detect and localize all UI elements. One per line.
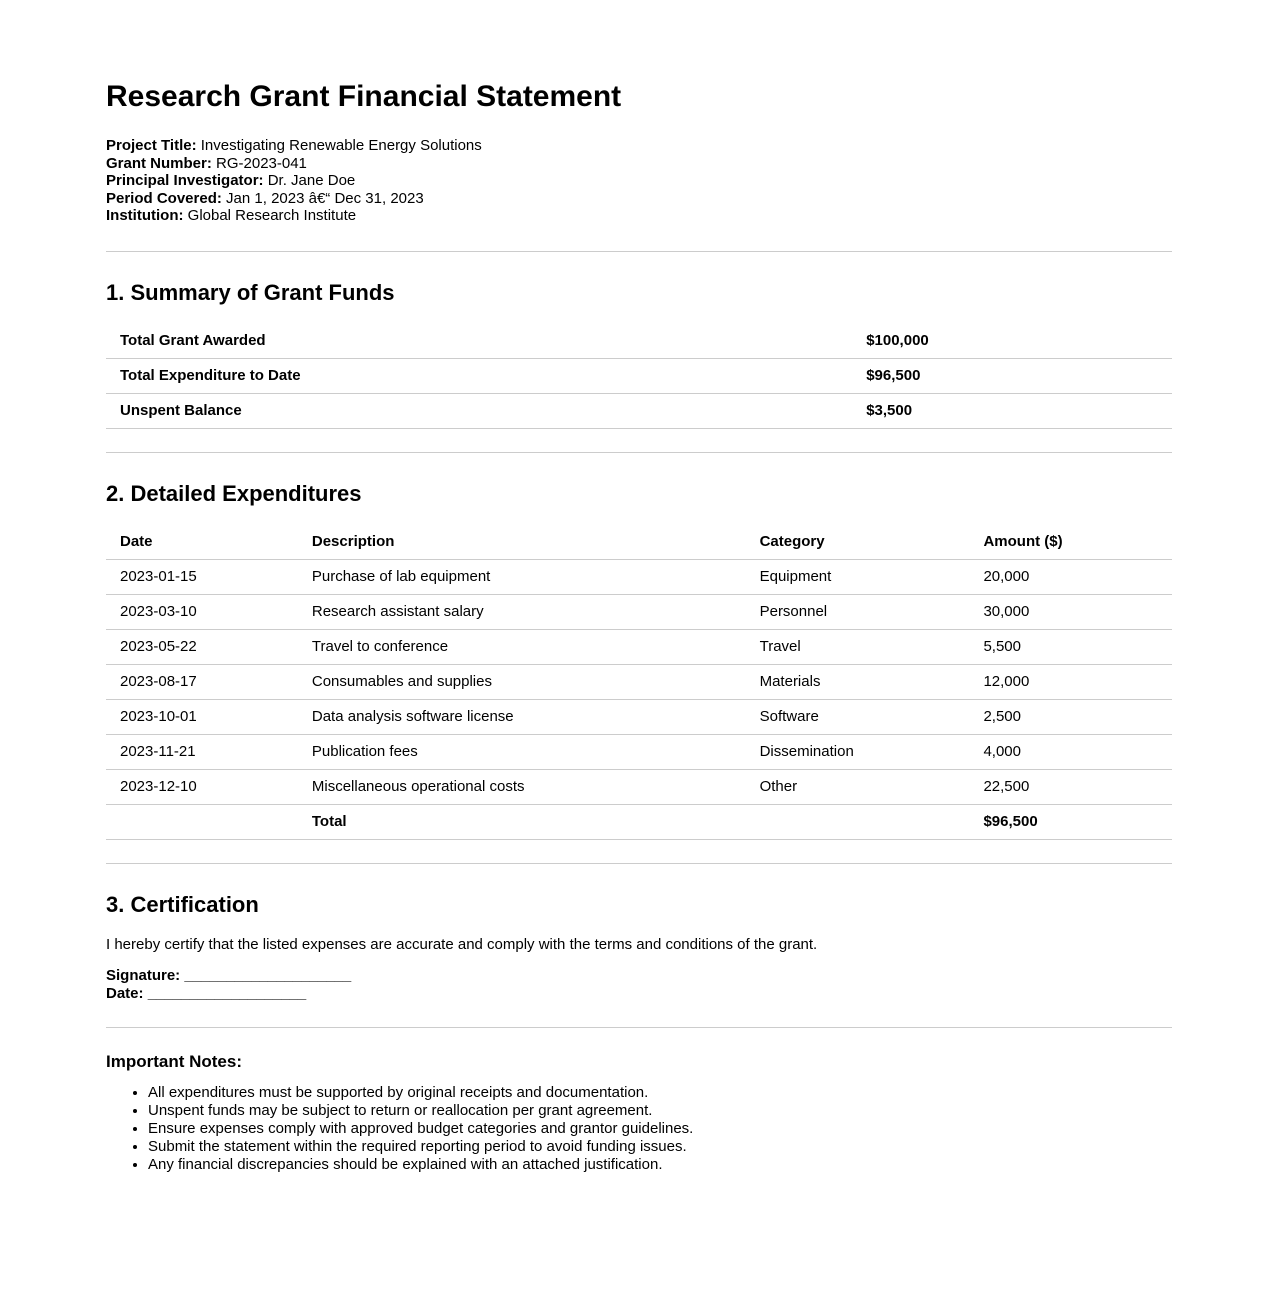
column-header-category: Category [746, 525, 970, 560]
cell-amount: 30,000 [969, 594, 1172, 629]
expenditure-row [106, 699, 1172, 734]
cell-amount: 20,000 [969, 559, 1172, 594]
section-heading-summary: 1. Summary of Grant Funds [106, 279, 395, 305]
page-title: Research Grant Financial Statement [106, 80, 622, 113]
note-item: • Ensure expenses comply with approved budget categories and grantor guidelines. [148, 1120, 1172, 1138]
certification-statement: I hereby certify that the listed expenses are accurate and comply with the terms and conditions of the grant. [106, 935, 818, 953]
cell-date: 2023-05-22 [106, 629, 298, 664]
summary-table [106, 324, 1172, 429]
total-label: Total [298, 804, 746, 839]
date-label: Date: [106, 984, 144, 1002]
meta-label: Institution: [106, 207, 184, 224]
meta-label: Project Title: [106, 137, 197, 154]
meta-line-institution [106, 207, 1172, 225]
cell-date: 2023-01-15 [106, 559, 298, 594]
section-heading-certification: 3. Certification [106, 891, 259, 917]
cell-description: Travel to conference [298, 629, 746, 664]
summary-label: Total Expenditure to Date [106, 358, 852, 393]
cell-description: Miscellaneous operational costs [298, 769, 746, 804]
summary-value: $3,500 [852, 393, 1172, 428]
note-item: • Submit the statement within the required reporting period to avoid funding issues. [148, 1138, 1172, 1156]
summary-row [106, 393, 1172, 428]
summary-label: Total Grant Awarded [106, 324, 852, 359]
meta-label: Period Covered: [106, 189, 222, 207]
date-blank: ___________________ [147, 984, 307, 1002]
date-line [106, 985, 1172, 1003]
signature-label: Signature: [106, 967, 181, 984]
divider [106, 251, 1172, 252]
cell-category: Other [746, 769, 970, 804]
column-header-amount: Amount ($) [969, 525, 1172, 560]
cell-amount: 5,500 [969, 629, 1172, 664]
total-value: $96,500 [969, 804, 1172, 839]
note-item: • All expenditures must be supported by original receipts and documentation. [148, 1084, 1172, 1102]
cell-description: Purchase of lab equipment [298, 559, 746, 594]
cell-amount: 4,000 [969, 734, 1172, 769]
meta-line-project-title [106, 137, 1172, 155]
signature-line [106, 967, 1172, 985]
summary-label: Unspent Balance [106, 393, 852, 428]
cell-category: Travel [746, 629, 970, 664]
cell-category: Personnel [746, 594, 970, 629]
summary-value: $100,000 [852, 324, 1172, 359]
note-item: • Any financial discrepancies should be explained with an attached justification. [148, 1156, 1172, 1174]
document-meta [106, 137, 1172, 225]
cell-empty [746, 804, 970, 839]
expenditures-header-row [106, 525, 1172, 560]
cell-description: Consumables and supplies [298, 664, 746, 699]
signature-blank: ____________________ [184, 967, 352, 984]
cell-date: 2023-03-10 [106, 594, 298, 629]
cell-description: Data analysis software license [298, 699, 746, 734]
divider [106, 452, 1172, 453]
signature-block [106, 967, 1172, 1002]
expenditure-row [106, 559, 1172, 594]
summary-row [106, 358, 1172, 393]
cell-date: 2023-10-01 [106, 699, 298, 734]
expenditure-row [106, 594, 1172, 629]
meta-label: Principal Investigator: [106, 172, 264, 189]
divider [106, 863, 1172, 864]
cell-date: 2023-11-21 [106, 734, 298, 769]
cell-amount: 2,500 [969, 699, 1172, 734]
cell-amount: 12,000 [969, 664, 1172, 699]
section-heading-expenditures: 2. Detailed Expenditures [106, 480, 362, 506]
expenditure-row [106, 769, 1172, 804]
cell-empty [106, 804, 298, 839]
meta-line-grant-number [106, 155, 1172, 173]
summary-row [106, 324, 1172, 359]
meta-value: Dr. Jane Doe [267, 172, 356, 189]
expenditure-row [106, 629, 1172, 664]
summary-value: $96,500 [852, 358, 1172, 393]
cell-date: 2023-08-17 [106, 664, 298, 699]
cell-amount: 22,500 [969, 769, 1172, 804]
column-header-date: Date [106, 525, 298, 560]
notes-list [106, 1084, 1172, 1174]
expenditure-row [106, 664, 1172, 699]
column-header-description: Description [298, 525, 746, 560]
cell-category: Equipment [746, 559, 970, 594]
meta-value: Global Research Institute [187, 207, 357, 224]
cell-description: Publication fees [298, 734, 746, 769]
cell-category: Materials [746, 664, 970, 699]
note-item: • Unspent funds may be subject to return or reallocation per grant agreement. [148, 1102, 1172, 1120]
meta-line-period-covered [106, 190, 1172, 208]
expenditures-total-row [106, 804, 1172, 839]
meta-line-principal-investigator [106, 172, 1172, 190]
divider [106, 1027, 1172, 1028]
meta-label: Grant Number: [106, 154, 212, 172]
meta-value: Jan 1, 2023 â€“ Dec 31, 2023 [226, 189, 424, 207]
expenditure-row [106, 734, 1172, 769]
cell-date: 2023-12-10 [106, 769, 298, 804]
cell-description: Research assistant salary [298, 594, 746, 629]
expenditures-table [106, 525, 1172, 840]
meta-value: RG-2023-041 [216, 154, 307, 172]
cell-category: Software [746, 699, 970, 734]
cell-category: Dissemination [746, 734, 970, 769]
notes-heading: Important Notes: [106, 1052, 242, 1071]
meta-value: Investigating Renewable Energy Solutions [200, 137, 482, 154]
